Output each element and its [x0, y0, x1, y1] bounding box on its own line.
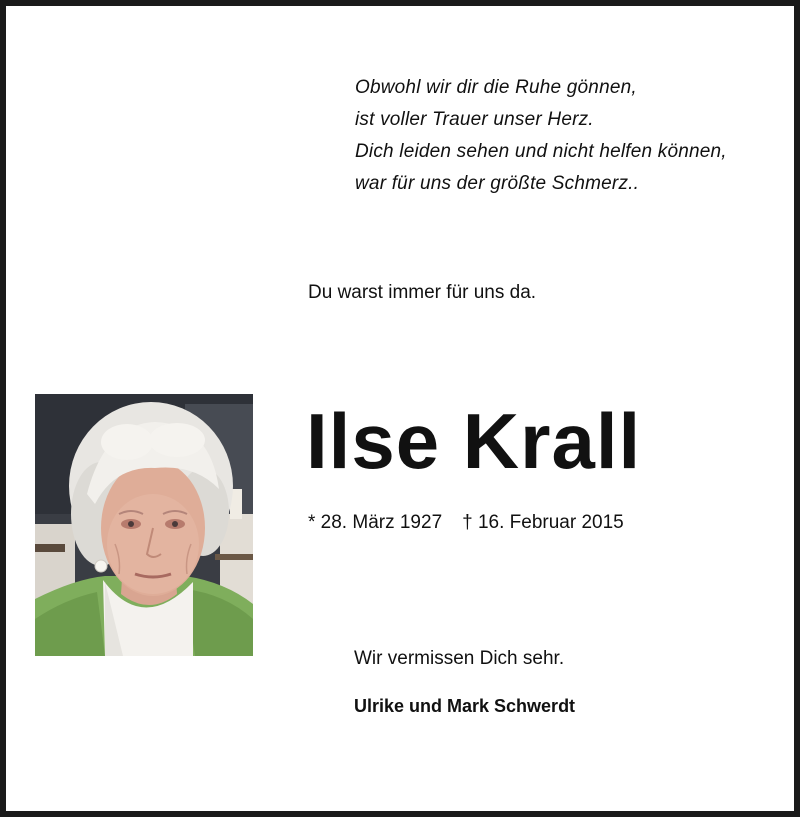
poem-line: war für uns der größte Schmerz..	[355, 173, 640, 194]
poem	[355, 72, 727, 200]
poem-line: Dich leiden sehen und nicht helfen können,	[355, 141, 727, 162]
poem-line: ist voller Trauer unser Herz.	[355, 109, 594, 130]
signers: Ulrike und Mark Schwerdt	[354, 696, 576, 716]
birth-date: * 28. März 1927	[308, 512, 443, 533]
tagline: Du warst immer für uns da.	[308, 282, 537, 303]
poem-line: Obwohl wir dir die Ruhe gönnen,	[355, 77, 637, 98]
portrait-photo	[35, 394, 253, 656]
portrait-illustration	[35, 394, 253, 656]
deceased-name: Ilse Krall	[306, 397, 642, 485]
life-dates	[308, 512, 624, 534]
closing-message: Wir vermissen Dich sehr.	[354, 648, 565, 669]
death-date: † 16. Februar 2015	[462, 512, 624, 533]
